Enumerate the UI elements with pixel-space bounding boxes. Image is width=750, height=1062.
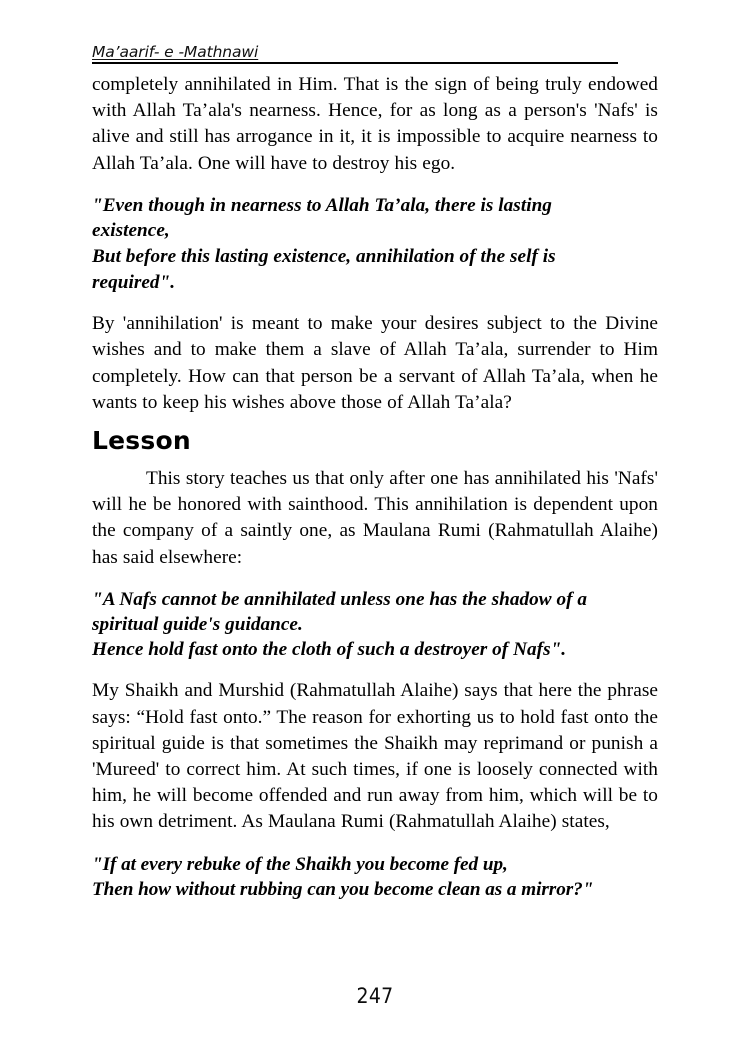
running-header (92, 44, 618, 64)
running-header-title: Ma’aarif- e -Mathnawi (92, 43, 259, 61)
paragraph-annihilation: By 'annihilation' is meant to make your desires subject to the Divine wishes and to make them a slave of Allah Ta’ala, surrender to Him completely. How can that person be a servant of Allah Ta’ala, when he wants to keep his wishes above those of Allah Ta’ala? (92, 313, 658, 413)
spacer (92, 662, 658, 678)
spacer (92, 836, 658, 852)
page-number: 247 (356, 984, 394, 1008)
verse-line: "If at every rebuke of the Shaikh you become fed up, (92, 853, 508, 875)
verse-block-1 (92, 193, 658, 295)
header-rule (92, 62, 618, 64)
verse-block-3 (92, 852, 658, 903)
spacer (92, 455, 658, 466)
spacer (92, 177, 658, 193)
verse-block-2 (92, 587, 658, 663)
verse-line: Hence hold fast onto the cloth of such a destroyer of Nafs". (92, 639, 567, 661)
spacer (92, 295, 658, 311)
verse-line: Then how without rubbing can you become clean as a mirror?" (92, 879, 594, 901)
paragraph-shaikh-murshid: My Shaikh and Murshid (Rahmatullah Alaihe) says that here the phrase says: “Hold fast onto.” The reason for exhorting us to hold fast onto the spiritual guide is that sometimes the Shaikh may reprimand or punish a 'Mureed' to correct him. At such times, if one is loosely connected with him, he will become offended and run away from him, which will be to his own detriment. As Maulana Rumi (Rahmatullah Alaihe) states, (92, 680, 658, 833)
paragraph-lesson-body: This story teaches us that only after one has annihilated his 'Nafs' will he be honored with sainthood. This annihilation is dependent upon the company of a saintly one, as Maulana Rumi (Rahmatullah Alaihe) has said elsewhere: (92, 468, 658, 568)
verse-line: "A Nafs cannot be annihilated unless one has the shadow of a (92, 588, 588, 610)
spacer (92, 571, 658, 587)
paragraph-continuation: completely annihilated in Him. That is the sign of being truly endowed with Allah Ta’ala's nearness. Hence, for as long as a person's 'Nafs' is alive and still has arrogance in it, it is impossible to acquire nearness to Allah Ta’ala. One will have to destroy his ego. (92, 74, 658, 174)
verse-line: existence, (92, 220, 170, 242)
text-column (92, 72, 658, 903)
verse-line: spiritual guide's guidance. (92, 614, 303, 636)
section-heading-lesson: Lesson (92, 426, 191, 455)
verse-line: required". (92, 271, 176, 293)
verse-line: "Even though in nearness to Allah Ta’ala, there is lasting (92, 194, 552, 216)
verse-line: But before this lasting existence, annihilation of the self is (92, 246, 556, 267)
